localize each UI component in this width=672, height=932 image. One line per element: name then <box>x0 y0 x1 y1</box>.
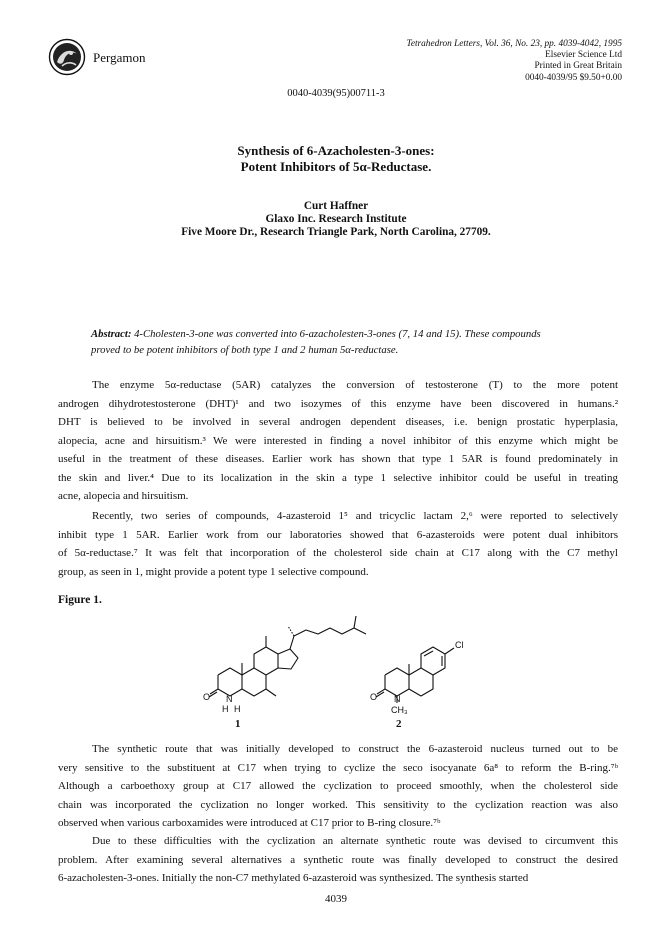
paragraph-line: problem. After examining several alternatives a synthetic route was finally developed to construct the desired <box>58 853 618 866</box>
paragraph-line: Recently, two series of compounds, 4-azasteroid 1⁵ and tricyclic lactam 2,⁶ were reported to selectively <box>92 510 618 522</box>
compound-1-hydrogen-b: H <box>234 704 241 714</box>
paragraph-line: inhibit type 1 5AR. Earlier work from our laboratories showed that 6-azasteroids were potent dual inhibitors <box>58 528 618 541</box>
author-name: Curt Haffner <box>303 200 369 212</box>
paragraph-line: of 5α-reductase.⁷ It was felt that incorporation of the cholesterol side chain at C17 along with the C7 methyl <box>58 547 618 559</box>
paragraph-line: group, as seen in 1, might provide a potent type 1 selective compound. <box>58 565 369 578</box>
title-line-1: Synthesis of 6-Azacholesten-3-ones: <box>237 143 435 158</box>
abstract-text-1: 4-Cholesten-3-one was converted into 6-azacholesten-3-ones (7, 14 and 15). These compounds <box>134 328 541 340</box>
journal-citation: Tetrahedron Letters, Vol. 36, No. 23, pp. 4039-4042, 1995 <box>406 39 622 49</box>
paragraph-line: androgen dihydrotestosterone (DHT)¹ and two isozymes of this enzyme have been discovered in humans.² <box>58 397 618 410</box>
paragraph-line: very sensitive to the substituent at C17 when trying to cyclize the seco isocyanate 6a⁸ to reform the B-ring.⁷ᵇ <box>58 761 618 774</box>
paragraph-line: DHT is believed to be involved in several androgen dependent diseases, i.e. benign prostatic hyperplasia, <box>58 416 618 428</box>
abstract <box>91 327 611 358</box>
author-institution: Glaxo Inc. Research Institute <box>265 212 407 225</box>
document-code: 0040-4039(95)00711-3 <box>287 88 385 99</box>
body-paragraph-1 <box>58 376 618 506</box>
publisher-logo <box>48 38 86 76</box>
paragraph-line: chain was incorporated the cyclization no longer worked. This sensitivity to the cyclization reaction was also <box>58 798 618 811</box>
paragraph-line: acne, alopecia and hirsuitism. <box>58 490 189 502</box>
paragraph-line: observed when various carboxamides were introduced at C17 prior to B-ring closure.⁷ᵇ <box>58 817 441 829</box>
paragraph-line: the skin and liver.⁴ Due to its localization in the skin a type 1 selective inhibitor could be useful in treating <box>58 471 618 484</box>
compound-2-methyl: CH₃ <box>391 705 408 715</box>
paragraph-line: alopecia, acne and hirsuitism.³ We were interested in finding a novel inhibitor of this enzyme which might be <box>58 434 618 447</box>
compound-1-structure <box>209 616 366 697</box>
author-address: Five Moore Dr., Research Triangle Park, North Carolina, 27709. <box>181 225 491 238</box>
printed-line: Printed in Great Britain <box>534 61 622 72</box>
body-paragraph-3 <box>58 740 618 833</box>
compound-2-nitrogen: N <box>394 694 401 704</box>
figure-label: Figure 1. <box>58 594 102 606</box>
journal-info <box>407 39 622 84</box>
paragraph-line: Due to these difficulties with the cyclization an alternate synthetic route was devised to circumvent this <box>92 835 618 847</box>
compound-2-oxygen: O <box>370 692 378 702</box>
compound-1-label: 1 <box>235 718 241 730</box>
compound-1-nitrogen: N <box>226 694 233 704</box>
figure-1-structures <box>190 600 500 730</box>
paragraph-line: Although a carboethoxy group at C17 allowed the cyclization to proceed smoothly, when the cholesterol side <box>58 780 618 792</box>
compound-2-structure <box>376 647 454 703</box>
compound-2-chlorine: Cl <box>455 640 464 650</box>
paper-title <box>0 143 672 175</box>
title-line-2: Potent Inhibitors of 5α-Reductase. <box>240 159 432 174</box>
author-block <box>0 200 672 238</box>
abstract-line-2: proved to be potent inhibitors of both type 1 and 2 human 5α-reductase. <box>91 343 399 356</box>
paragraph-line: useful in the treatment of these diseases. Earlier work has shown that type 1 5AR is found predominately in <box>58 453 618 465</box>
compound-1-oxygen: O <box>203 692 211 702</box>
publisher-name: Pergamon <box>93 50 146 65</box>
paragraph-line: The synthetic route that was initially developed to construct the 6-azasteroid nucleus turned out to be <box>92 743 618 755</box>
paragraph-line: 6-azacholesten-3-ones. Initially the non-C7 methylated 6-azasteroid was synthesized. The synthesis started <box>58 872 529 884</box>
body-paragraph-2 <box>58 507 618 581</box>
compound-1-hydrogen-a: H <box>222 704 229 714</box>
issn-price: 0040-4039/95 $9.50+0.00 <box>525 72 622 83</box>
abstract-line-1 <box>91 327 611 343</box>
paragraph-line: The enzyme 5α-reductase (5AR) catalyzes the conversion of testosterone (T) to the more potent <box>92 379 618 391</box>
abstract-label: Abstract: <box>91 328 132 340</box>
page-number: 4039 <box>325 893 347 905</box>
compound-2-label: 2 <box>396 718 402 730</box>
copyright-line: Elsevier Science Ltd <box>545 50 622 61</box>
body-paragraph-4 <box>58 832 618 888</box>
